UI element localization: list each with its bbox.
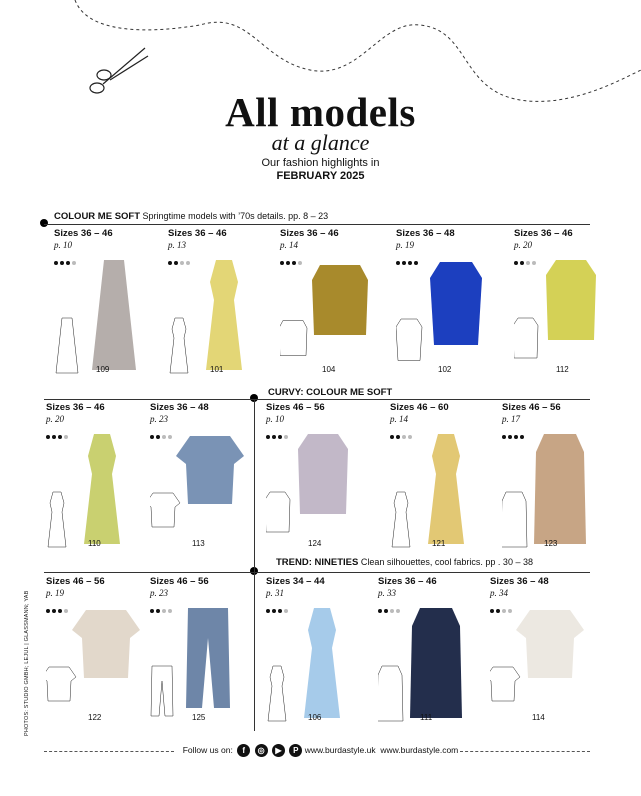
model-page: p. 13 bbox=[168, 240, 186, 250]
model-page: p. 31 bbox=[266, 588, 284, 598]
garment-photo bbox=[84, 434, 120, 544]
footer bbox=[0, 744, 641, 757]
model-number: 110 bbox=[88, 539, 101, 548]
garment-photo bbox=[546, 260, 596, 340]
model-sizes: Sizes 36 – 46 bbox=[54, 228, 113, 239]
garment-photo bbox=[304, 608, 340, 718]
model-number: 122 bbox=[88, 713, 102, 722]
model-sizes: Sizes 46 – 56 bbox=[266, 402, 325, 413]
garment-photo bbox=[298, 434, 348, 514]
model-number: 125 bbox=[192, 713, 206, 722]
model-card[interactable] bbox=[54, 228, 113, 374]
section-header bbox=[54, 211, 328, 222]
model-sizes: Sizes 46 – 56 bbox=[46, 576, 105, 587]
model-illustration bbox=[150, 606, 250, 726]
model-number: 104 bbox=[322, 365, 336, 374]
garment-photo bbox=[410, 608, 462, 718]
section-header bbox=[268, 387, 392, 398]
model-page: p. 19 bbox=[46, 588, 64, 598]
model-sizes: Sizes 46 – 60 bbox=[390, 402, 449, 413]
model-number: 114 bbox=[532, 713, 545, 722]
garment-photo bbox=[428, 434, 464, 544]
model-number: 123 bbox=[544, 539, 558, 548]
technical-sketch bbox=[48, 492, 66, 547]
model-number: 109 bbox=[96, 365, 110, 374]
model-card[interactable] bbox=[514, 228, 573, 374]
model-page: p. 10 bbox=[54, 240, 72, 250]
model-illustration bbox=[150, 432, 250, 552]
technical-sketch bbox=[502, 492, 527, 547]
divider bbox=[44, 572, 590, 573]
model-number: 113 bbox=[192, 539, 205, 548]
model-illustration bbox=[46, 606, 146, 726]
model-number: 124 bbox=[308, 539, 322, 548]
page-subtitle: at a glance bbox=[271, 130, 370, 155]
garment-photo bbox=[176, 436, 244, 504]
model-sizes: Sizes 36 – 46 bbox=[280, 228, 339, 239]
model-sizes: Sizes 36 – 46 bbox=[514, 228, 573, 239]
youtube-icon[interactable]: ▶ bbox=[272, 744, 285, 757]
model-sizes: Sizes 34 – 44 bbox=[266, 576, 325, 587]
garment-photo bbox=[206, 260, 242, 370]
model-illustration bbox=[266, 606, 366, 726]
technical-sketch bbox=[396, 319, 422, 361]
technical-sketch bbox=[151, 666, 173, 716]
model-illustration bbox=[46, 432, 146, 552]
model-page: p. 19 bbox=[396, 240, 414, 250]
link-uk[interactable]: www.burdastyle.uk bbox=[304, 744, 376, 755]
section-title: CURVY: COLOUR ME SOFT bbox=[268, 387, 393, 398]
garment-photo bbox=[72, 610, 140, 678]
model-card[interactable] bbox=[150, 402, 209, 548]
garment-photo bbox=[92, 260, 136, 370]
model-card[interactable] bbox=[266, 402, 325, 548]
model-number: 101 bbox=[210, 365, 224, 374]
technical-sketch bbox=[514, 318, 538, 358]
technical-sketch bbox=[280, 321, 307, 356]
model-page: p. 10 bbox=[266, 414, 284, 424]
model-illustration bbox=[490, 606, 590, 726]
technical-sketch bbox=[392, 492, 410, 547]
garment-photo bbox=[516, 610, 584, 678]
divider bbox=[44, 399, 590, 400]
follow-label: Follow us on: bbox=[182, 744, 233, 755]
model-illustration bbox=[390, 432, 490, 552]
model-number: 121 bbox=[432, 539, 446, 548]
model-page: p. 20 bbox=[46, 414, 64, 424]
model-number: 112 bbox=[556, 365, 569, 374]
technical-sketch bbox=[266, 492, 290, 532]
garment-photo bbox=[534, 434, 586, 544]
model-illustration bbox=[378, 606, 478, 726]
model-page: p. 20 bbox=[514, 240, 532, 250]
model-card[interactable] bbox=[396, 228, 455, 374]
technical-sketch bbox=[150, 493, 180, 527]
model-card[interactable] bbox=[266, 576, 325, 722]
technical-sketch bbox=[46, 667, 76, 701]
model-card[interactable] bbox=[390, 402, 449, 548]
divider bbox=[44, 224, 590, 225]
section-desc: Springtime models with ’70s details. pp. 8 – 23 bbox=[142, 211, 329, 221]
model-sizes: Sizes 46 – 56 bbox=[502, 402, 561, 413]
model-card[interactable] bbox=[168, 228, 227, 374]
photo-credit: PHOTOS: STUDIO GMBH; LEJUL | GLASSMANN; YAB bbox=[24, 590, 30, 736]
model-page: p. 17 bbox=[502, 414, 520, 424]
model-illustration bbox=[266, 432, 366, 552]
section-bullet bbox=[40, 219, 48, 227]
garment-photo bbox=[430, 262, 482, 345]
garment-photo bbox=[312, 265, 368, 335]
tagline: Our fashion highlights in bbox=[261, 157, 380, 169]
model-card[interactable] bbox=[150, 576, 209, 722]
model-page: p. 14 bbox=[390, 414, 408, 424]
model-sizes: Sizes 36 – 48 bbox=[150, 402, 209, 413]
technical-sketch bbox=[56, 318, 78, 373]
scissors-icon bbox=[90, 48, 148, 93]
model-page: p. 33 bbox=[378, 588, 396, 598]
model-sizes: Sizes 36 – 48 bbox=[490, 576, 549, 587]
model-page: p. 34 bbox=[490, 588, 508, 598]
model-card[interactable] bbox=[46, 576, 105, 722]
model-illustration bbox=[280, 258, 380, 378]
technical-sketch bbox=[170, 318, 188, 373]
technical-sketch bbox=[268, 666, 286, 721]
technical-sketch bbox=[378, 666, 403, 721]
model-card[interactable] bbox=[490, 576, 549, 722]
model-number: 106 bbox=[308, 713, 322, 722]
section-header bbox=[276, 557, 533, 568]
model-sizes: Sizes 36 – 46 bbox=[378, 576, 437, 587]
model-sizes: Sizes 36 – 48 bbox=[396, 228, 455, 239]
model-illustration bbox=[54, 258, 154, 378]
column-divider bbox=[254, 399, 255, 731]
model-page: p. 23 bbox=[150, 588, 168, 598]
model-card[interactable] bbox=[280, 228, 339, 374]
model-card[interactable] bbox=[46, 402, 105, 548]
pinterest-icon[interactable]: P bbox=[289, 744, 302, 757]
garment-photo bbox=[186, 608, 230, 708]
model-page: p. 14 bbox=[280, 240, 298, 250]
model-number: 102 bbox=[438, 365, 452, 374]
issue-month: FEBRUARY 2025 bbox=[276, 170, 365, 182]
model-card[interactable] bbox=[502, 402, 561, 548]
model-illustration bbox=[502, 432, 602, 552]
model-number: 111 bbox=[420, 713, 433, 722]
model-card[interactable] bbox=[378, 576, 437, 722]
model-sizes: Sizes 36 – 46 bbox=[168, 228, 227, 239]
model-illustration bbox=[396, 258, 496, 378]
link-com[interactable]: www.burdastyle.com bbox=[380, 744, 459, 755]
model-sizes: Sizes 46 – 56 bbox=[150, 576, 209, 587]
section-title: COLOUR ME SOFT bbox=[54, 211, 141, 222]
model-page: p. 23 bbox=[150, 414, 168, 424]
facebook-icon[interactable]: f bbox=[237, 744, 250, 757]
section-title: TREND: NINETIES bbox=[276, 557, 359, 568]
model-illustration bbox=[514, 258, 614, 378]
page-title: All models bbox=[225, 89, 416, 135]
instagram-icon[interactable]: ◎ bbox=[255, 744, 268, 757]
model-illustration bbox=[168, 258, 268, 378]
section-desc: Clean silhouettes, cool fabrics. pp . 30 – 38 bbox=[360, 557, 533, 567]
technical-sketch bbox=[490, 667, 520, 701]
model-sizes: Sizes 36 – 46 bbox=[46, 402, 105, 413]
